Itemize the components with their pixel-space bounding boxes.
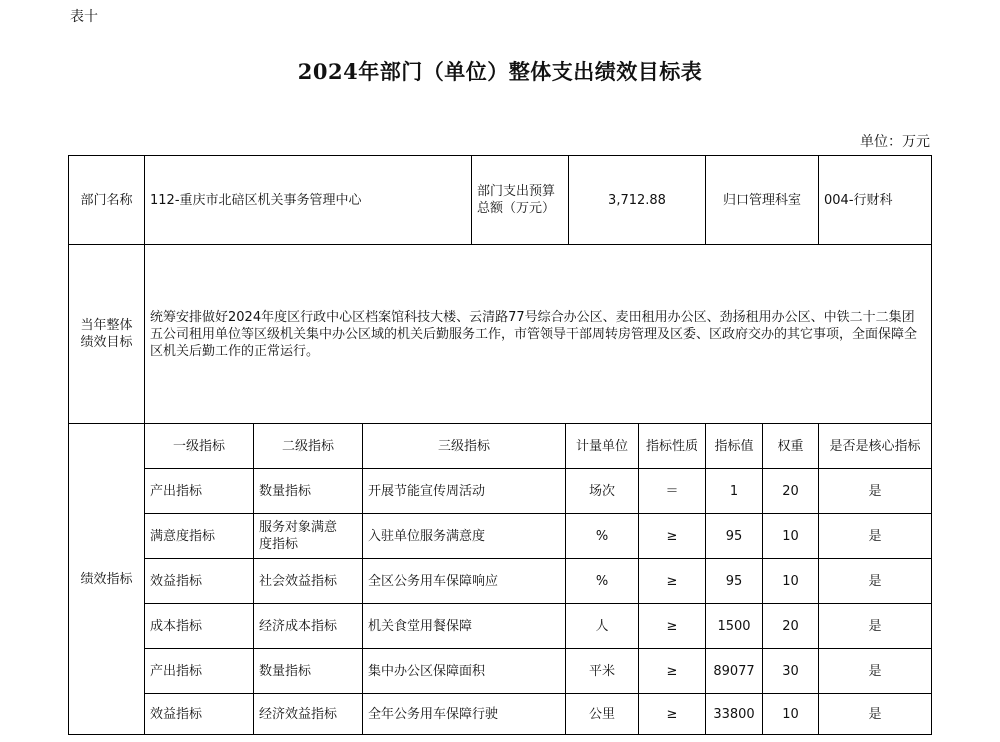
row1-level2: 数量指标: [259, 483, 312, 499]
unit-label: 单位：万元: [860, 134, 930, 150]
row2-weight: 10: [782, 528, 799, 544]
row2-level2: 服务对象满意度指标: [259, 520, 338, 552]
row4-weight: 20: [782, 618, 799, 634]
row1-value: 1: [729, 483, 739, 499]
row4-value: 1500: [717, 618, 751, 634]
row2-value: 95: [725, 528, 743, 544]
row5-level2: 数量指标: [259, 663, 312, 679]
row2-unit: %: [595, 528, 609, 544]
row3-core: 是: [868, 573, 882, 589]
row6-level2: 经济效益指标: [259, 706, 338, 722]
performance-table: [68, 155, 932, 735]
row4-level2: 经济成本指标: [259, 618, 338, 634]
dept-name-value: 112-重庆市北碚区机关事务管理中心: [150, 192, 362, 208]
row3-unit: %: [595, 573, 609, 589]
header-level2: 二级指标: [281, 438, 334, 454]
goal-text: 统筹安排做好2024年度区行政中心区档案馆科技大楼、云清路77号综合办公区、麦田租用办公区、劲扬租用办公区、中铁二十二集团五公司租用单位等区级机关集中办公区域的机关后勤服务工作，市管领导干部周转房管理及区委、区政府交办的其它事项，全面保障全区机关后勤工作的正常运行。: [150, 309, 918, 359]
row3-nature: ≥: [666, 573, 678, 589]
row3-level3: 全区公务用车保障响应: [368, 573, 499, 589]
page-title: 2024年部门（单位）整体支出绩效目标表: [297, 59, 703, 84]
row6-unit: 公里: [588, 706, 615, 722]
row5-weight: 30: [782, 663, 799, 679]
row5-nature: ≥: [666, 663, 678, 679]
row3-value: 95: [725, 573, 743, 589]
row6-weight: 10: [782, 706, 799, 722]
header-weight: 权重: [777, 438, 804, 454]
header-unit: 计量单位: [575, 438, 628, 454]
row5-core: 是: [868, 663, 882, 679]
row4-core: 是: [868, 618, 882, 634]
row2-level3: 入驻单位服务满意度: [368, 528, 486, 544]
row5-level3: 集中办公区保障面积: [368, 663, 486, 679]
budget-value: 3,712.88: [608, 192, 666, 208]
row6-value: 33800: [713, 706, 755, 722]
dept-name-label: 部门名称: [80, 192, 133, 208]
row5-unit: 平米: [588, 663, 615, 679]
row4-level1: 成本指标: [150, 618, 203, 634]
header-nature: 指标性质: [645, 438, 698, 454]
row5-level1: 产出指标: [150, 663, 203, 679]
row4-nature: ≥: [666, 618, 678, 634]
row2-nature: ≥: [666, 528, 678, 544]
mgmt-dept-value: 004-行财科: [824, 192, 893, 208]
row4-level3: 机关食堂用餐保障: [368, 618, 473, 634]
row1-level1: 产出指标: [150, 483, 203, 499]
row1-nature: ＝: [665, 483, 679, 499]
row6-level3: 全年公务用车保障行驶: [368, 706, 499, 722]
header-value: 指标值: [714, 438, 754, 454]
row6-nature: ≥: [666, 706, 678, 722]
table-number-label: 表十: [70, 9, 98, 25]
row5-value: 89077: [713, 663, 755, 679]
budget-label: 部门支出预算总额（万元）: [477, 184, 556, 216]
row3-level1: 效益指标: [150, 573, 203, 589]
header-core: 是否是核心指标: [829, 438, 921, 454]
row6-core: 是: [868, 706, 882, 722]
row1-core: 是: [868, 483, 882, 499]
indicators-section-label: 绩效指标: [80, 571, 133, 587]
row3-weight: 10: [782, 573, 799, 589]
row2-core: 是: [868, 528, 882, 544]
row4-unit: 人: [595, 618, 609, 634]
row1-unit: 场次: [588, 483, 615, 499]
header-level1: 一级指标: [172, 438, 225, 454]
row6-level1: 效益指标: [150, 706, 203, 722]
mgmt-dept-label: 归口管理科室: [722, 192, 801, 208]
row2-level1: 满意度指标: [150, 528, 216, 544]
row3-level2: 社会效益指标: [259, 573, 338, 589]
header-level3: 三级指标: [437, 438, 490, 454]
row1-level3: 开展节能宣传周活动: [368, 483, 486, 499]
goal-label: 当年整体绩效目标: [80, 318, 133, 350]
row1-weight: 20: [782, 483, 799, 499]
